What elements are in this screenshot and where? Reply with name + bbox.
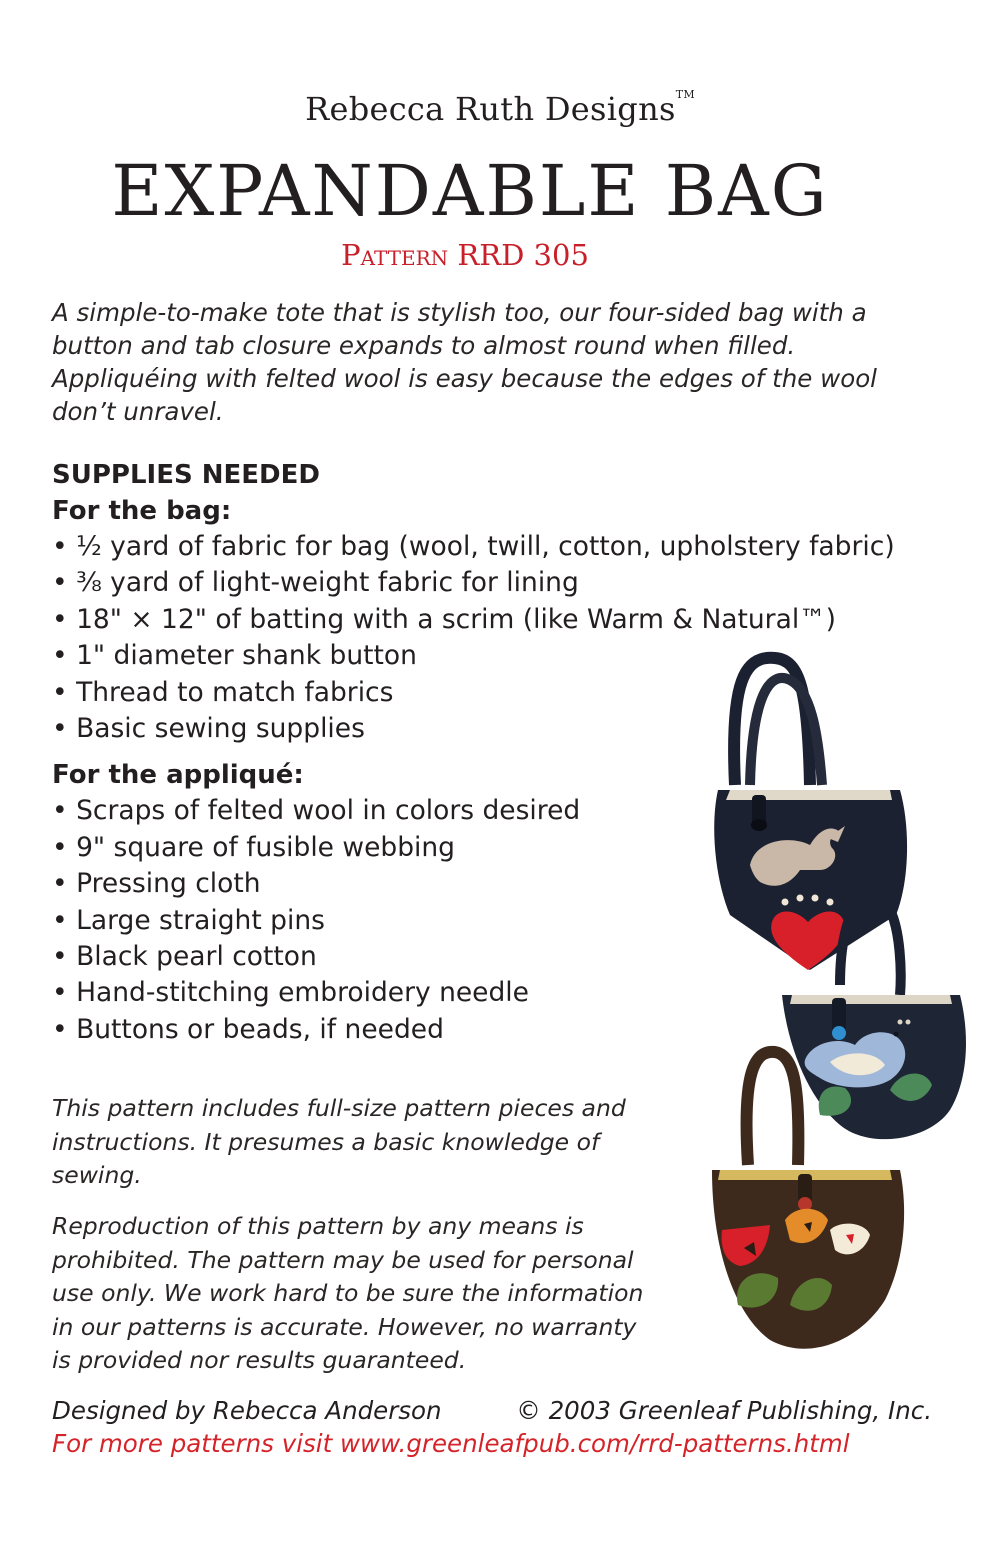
list-item: • Black pearl cotton bbox=[52, 939, 952, 975]
designer-credit: Designed by Rebecca Anderson bbox=[52, 1396, 442, 1425]
list-item: • Large straight pins bbox=[52, 903, 952, 939]
copyright-notice: © 2003 Greenleaf Publishing, Inc. bbox=[516, 1396, 932, 1425]
brand-name bbox=[0, 90, 1000, 128]
list-item: • 1" diameter shank button bbox=[52, 638, 952, 674]
list-item: • Basic sewing supplies bbox=[52, 711, 952, 747]
list-item: • ⅜ yard of light-weight fabric for lining bbox=[52, 565, 952, 601]
bags-illustration bbox=[660, 650, 980, 1410]
trademark-mark: TM bbox=[675, 88, 695, 101]
top-bag bbox=[714, 658, 907, 970]
brand-text: Rebecca Ruth Designs bbox=[305, 90, 676, 128]
list-item: • 18" × 12" of batting with a scrim (like Warm & Natural™) bbox=[52, 602, 952, 638]
list-item: • Hand-stitching embroidery needle bbox=[52, 975, 952, 1011]
list-item: • 9" square of fusible webbing bbox=[52, 830, 952, 866]
bag-supplies-heading: For the bag: bbox=[52, 496, 232, 526]
supplies-heading: SUPPLIES NEEDED bbox=[52, 460, 320, 490]
includes-note: This pattern includes full-size pattern pieces and instructions. It presumes a basic knowledge of sewing. bbox=[52, 1094, 626, 1189]
list-item: • Pressing cloth bbox=[52, 866, 952, 902]
list-item: • Buttons or beads, if needed bbox=[52, 1012, 952, 1048]
list-item: • ½ yard of fabric for bag (wool, twill, cotton, upholstery fabric) bbox=[52, 529, 952, 565]
list-item: • Scraps of felted wool in colors desired bbox=[52, 793, 952, 829]
list-item: • Thread to match fabrics bbox=[52, 675, 952, 711]
page-title: EXPANDABLE BAG bbox=[111, 150, 829, 232]
applique-supplies-heading: For the appliqué: bbox=[52, 760, 304, 791]
intro-paragraph: A simple-to-make tote that is stylish too, our four-sided bag with a button and tab closure expands to almost round when filled. Appliquéing with felted wool is easy because the edges of the wool don’t unravel. bbox=[52, 298, 877, 426]
more-patterns-link[interactable]: For more patterns visit www.greenleafpub.com/rrd-patterns.html bbox=[52, 1429, 850, 1458]
reproduction-note: Reproduction of this pattern by any means is prohibited. The pattern may be used for personal use only. We work hard to be sure the information in our patterns is accurate. However, no warranty is provided nor results guaranteed. bbox=[52, 1212, 644, 1374]
pattern-number: Pattern RRD 305 bbox=[341, 238, 589, 272]
